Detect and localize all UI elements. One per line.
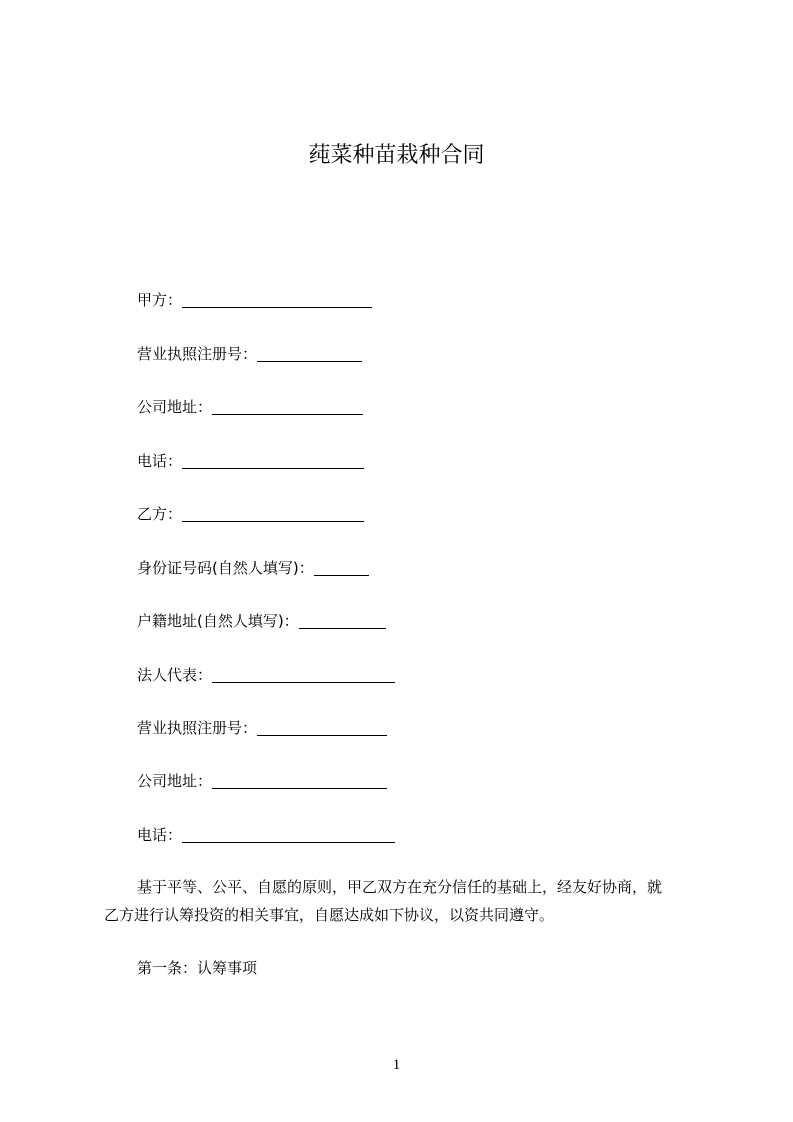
party-b-label: 乙方： xyxy=(137,505,183,523)
party-b-license-field xyxy=(137,717,387,739)
party-b-legal-rep-label: 法人代表： xyxy=(137,666,213,684)
intro-paragraph xyxy=(104,873,704,929)
party-a-phone-blank xyxy=(182,451,364,469)
party-b-legal-rep-field xyxy=(137,664,395,686)
party-b-address-label: 公司地址： xyxy=(137,772,213,790)
party-b-id-label: 身份证号码(自然人填写)： xyxy=(137,559,314,577)
party-b-blank xyxy=(182,504,364,522)
party-b-license-blank xyxy=(257,718,387,736)
party-a-license-blank xyxy=(257,344,362,362)
party-a-address-field xyxy=(137,396,363,418)
party-a-blank xyxy=(182,290,372,308)
intro-paragraph-line-2: 乙方进行认筹投资的相关事宜，自愿达成如下协议，以资共同遵守。 xyxy=(104,906,555,924)
party-b-id-blank xyxy=(314,558,369,576)
document-title: 莼菜种苗栽种合同 xyxy=(308,143,485,168)
page-number: 1 xyxy=(392,1057,401,1073)
party-a-field xyxy=(137,289,372,311)
party-a-address-blank xyxy=(212,397,363,415)
party-b-residence-label: 户籍地址(自然人填写)： xyxy=(137,612,299,630)
party-b-field xyxy=(137,503,364,525)
party-b-phone-blank xyxy=(182,825,395,843)
party-b-phone-label: 电话： xyxy=(137,826,183,844)
party-b-id-field xyxy=(137,557,369,579)
party-b-license-label: 营业执照注册号： xyxy=(137,719,258,737)
party-a-label: 甲方： xyxy=(137,291,183,309)
intro-paragraph-line-1: 基于平等、公平、自愿的原则，甲乙双方在充分信任的基础上，经友好协商，就 xyxy=(137,878,663,896)
party-b-address-blank xyxy=(212,771,387,789)
party-b-address-field xyxy=(137,770,387,792)
party-b-residence-field xyxy=(137,610,386,632)
party-a-phone-field xyxy=(137,450,364,472)
party-a-phone-label: 电话： xyxy=(137,452,183,470)
party-b-legal-rep-blank xyxy=(212,665,395,683)
party-a-address-label: 公司地址： xyxy=(137,398,213,416)
party-b-residence-blank xyxy=(299,611,386,629)
section-heading: 第一条：认筹事项 xyxy=(137,959,258,977)
party-a-license-field xyxy=(137,343,362,365)
party-a-license-label: 营业执照注册号： xyxy=(137,345,258,363)
party-b-phone-field xyxy=(137,824,395,846)
